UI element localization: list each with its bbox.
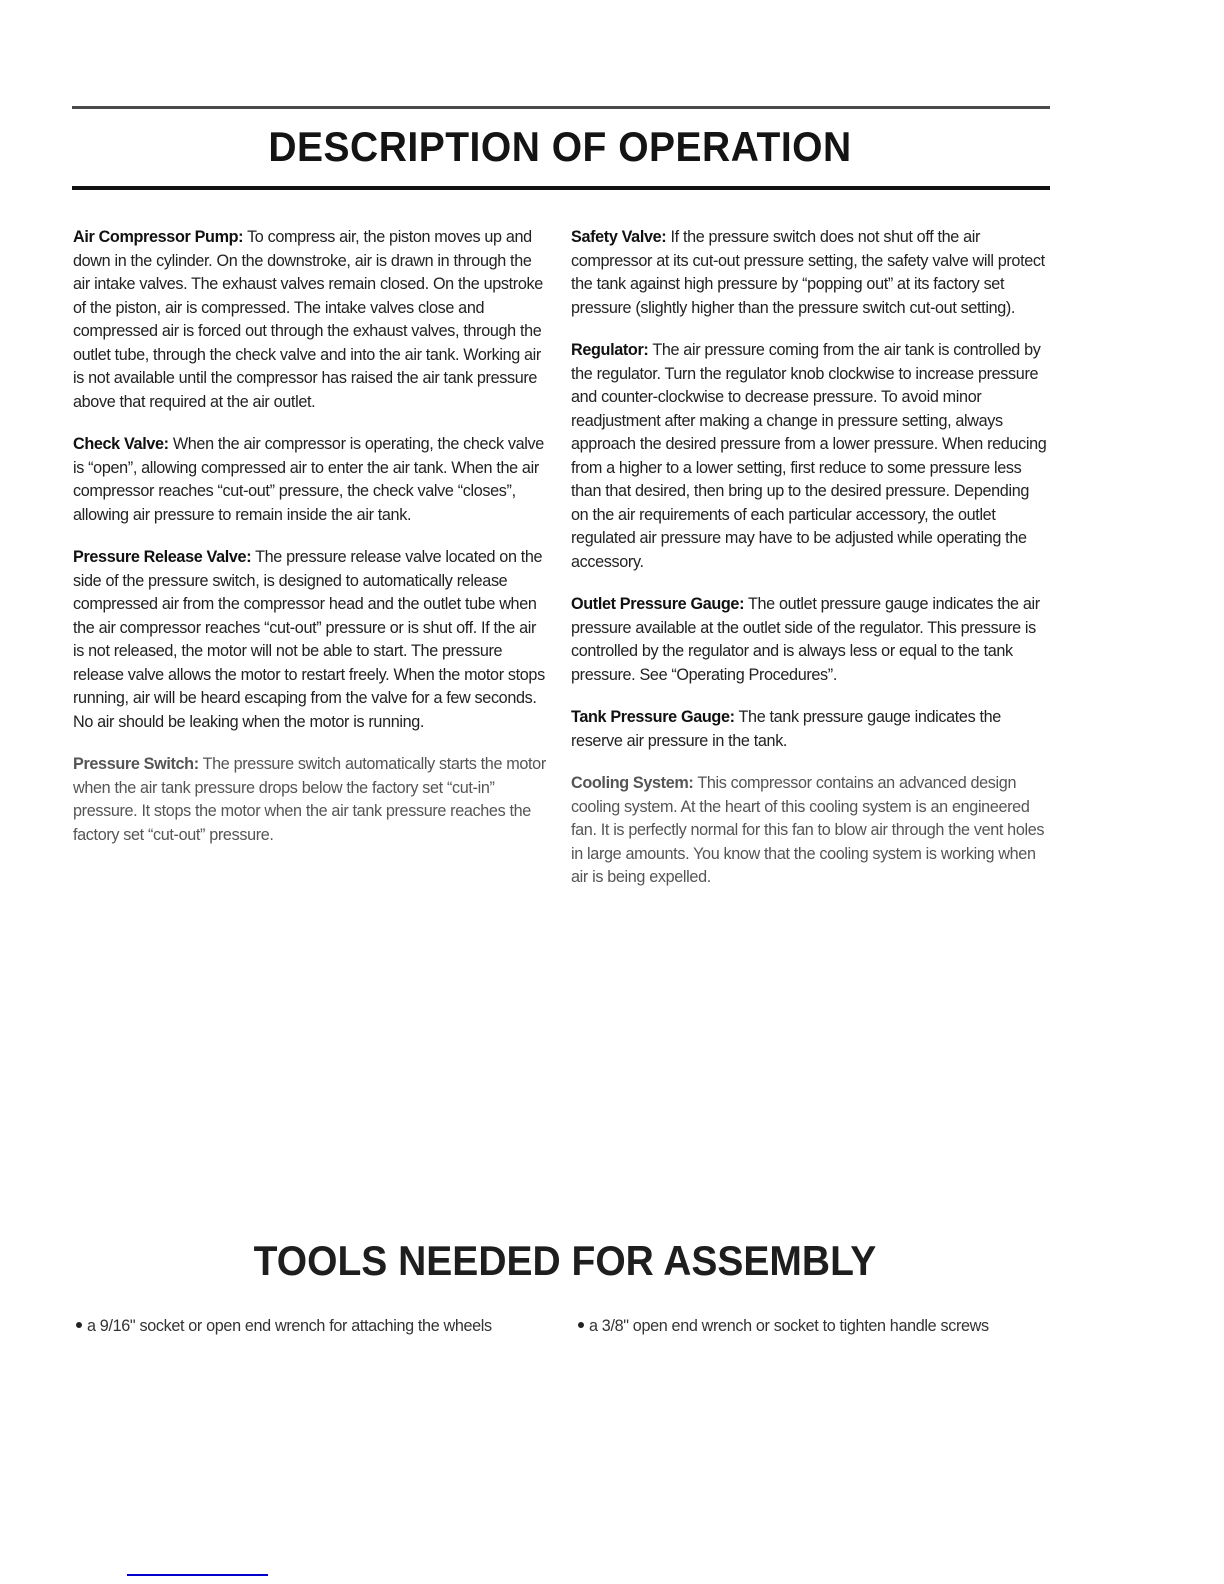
entry-pressure-switch <box>73 753 551 847</box>
entry-term: Pressure Switch: <box>73 755 199 773</box>
title-divider-rule <box>72 186 1050 190</box>
tool-list-item <box>76 1317 492 1336</box>
entry-text: The pressure switch automatically starts the motor when the air tank pressure drops below the factory set “cut-in” pressure. It stops the motor when the air tank pressure reaches the factory set “cut-out” pressure. <box>73 755 546 844</box>
entry-term: Tank Pressure Gauge: <box>571 708 735 726</box>
entry-term: Regulator: <box>571 341 649 359</box>
top-divider-rule <box>72 106 1050 109</box>
entry-pressure-release-valve <box>73 546 551 734</box>
entry-term: Check Valve: <box>73 435 169 453</box>
entry-regulator <box>571 339 1049 574</box>
entry-text: If the pressure switch does not shut off the air compressor at its cut-out pressure setting, the safety valve will protect the tank against high pressure by “popping out” at its factory set pressure (slightly higher than the pressure switch cut-out setting). <box>571 228 1045 317</box>
entry-text: The pressure release valve located on the side of the pressure switch, is designed to automatically release compressed air from the compressor head and the outlet tube when the air compressor reaches “cut-out” pressure or is shut off. If the air is not released, the motor will not be able to start. The pressure release valve allows the motor to restart freely. When the motor stops running, air will be heard escaping from the valve for a few seconds. No air should be leaking when the motor is running. <box>73 548 545 731</box>
tool-item-text: a 3/8" open end wrench or socket to tighten handle screws <box>589 1317 989 1335</box>
tool-list-item <box>578 1317 989 1336</box>
entry-text: The outlet pressure gauge indicates the air pressure available at the outlet side of the regulator. This pressure is controlled by the regulator and is always less or equal to the tank pressure. See “Operating Procedures”. <box>571 595 1040 684</box>
entry-term: Outlet Pressure Gauge: <box>571 595 745 613</box>
bullet-icon <box>76 1322 82 1328</box>
entry-safety-valve <box>571 226 1049 320</box>
entry-term: Safety Valve: <box>571 228 667 246</box>
entry-term: Pressure Release Valve: <box>73 548 252 566</box>
page-title: DESCRIPTION OF OPERATION <box>268 124 852 171</box>
entry-air-compressor-pump <box>73 226 551 414</box>
entry-text: To compress air, the piston moves up and down in the cylinder. On the downstroke, air is drawn in through the air intake valves. The exhaust valves remain closed. On the upstroke of the piston, air is compressed. The intake valves close and compressed air is forced out through the exhaust valves, through the outlet tube, through the check valve and into the air tank. Working air is not available until the compressor has raised the air tank pressure above that required at the air outlet. <box>73 228 543 411</box>
entry-text: The air pressure coming from the air tank is controlled by the regulator. Turn the regulator knob clockwise to increase pressure and counter-clockwise to decrease pressure. To avoid minor readjustment after making a change in pressure setting, always approach the desired pressure from a lower pressure. When reducing from a higher to a lower setting, first reduce to some pressure less than that desired, then bring up to the desired pressure. Depending on the air requirements of each particular accessory, the outlet regulated air pressure may have to be adjusted while operating the accessory. <box>571 341 1047 571</box>
left-column <box>73 226 551 866</box>
right-column <box>571 226 1049 909</box>
entry-cooling-system <box>571 772 1049 890</box>
entry-text: This compressor contains an advanced design cooling system. At the heart of this cooling system is an engineered fan. It is perfectly normal for this fan to blow air through the vent holes in large amounts. You know that the cooling system is working when air is being expelled. <box>571 774 1045 886</box>
entry-tank-pressure-gauge <box>571 706 1049 753</box>
entry-check-valve <box>73 433 551 527</box>
bullet-icon <box>578 1322 584 1328</box>
entry-term: Air Compressor Pump: <box>73 228 244 246</box>
footer-link-underline <box>127 1574 268 1576</box>
entry-text: The tank pressure gauge indicates the reserve air pressure in the tank. <box>571 708 1001 750</box>
entry-term: Cooling System: <box>571 774 694 792</box>
entry-text: When the air compressor is operating, the check valve is “open”, allowing compressed air to enter the air tank. When the air compressor reaches “cut-out” pressure, the check valve “closes”, allowing air pressure to remain inside the air tank. <box>73 435 544 524</box>
tools-section-title: TOOLS NEEDED FOR ASSEMBLY <box>253 1238 877 1285</box>
entry-outlet-pressure-gauge <box>571 593 1049 687</box>
tool-item-text: a 9/16" socket or open end wrench for attaching the wheels <box>87 1317 492 1335</box>
